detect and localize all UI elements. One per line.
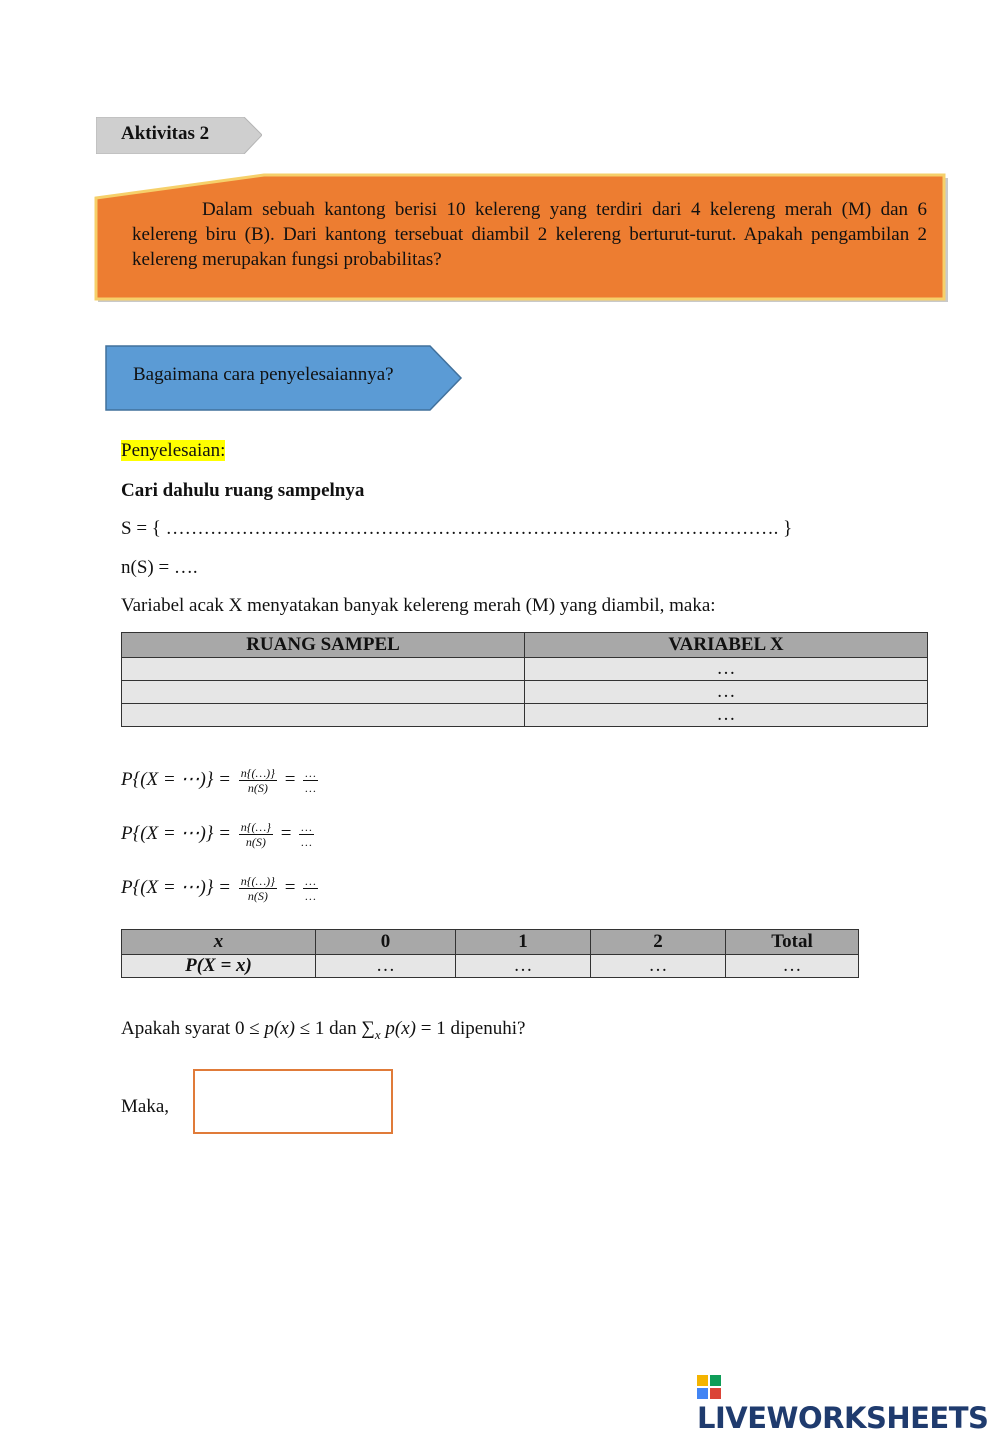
sample-space-field[interactable]: S = { ……………………………………………………………………………………. } <box>121 518 793 539</box>
prob-cell[interactable]: … <box>316 955 456 978</box>
step-heading: Cari dahulu ruang sampelnya <box>121 480 365 501</box>
distribution-table <box>121 929 859 978</box>
howto-text: Bagaimana cara penyelesaiannya? <box>133 364 394 385</box>
probability-equation: P{(X = ⋯)} = $\frac{n\{(\dots)\}}{n(S)}$ = $\frac{\dots}{\dots}$ <box>121 874 316 903</box>
conclusion-label: Maka, <box>121 1096 170 1117</box>
prob-cell[interactable]: … <box>726 955 859 978</box>
liveworksheets-logo <box>697 1375 1000 1435</box>
header-0: 0 <box>316 930 456 955</box>
variable-intro: Variabel acak X menyatakan banyak kelereng merah (M) yang diambil, maka: <box>121 595 716 616</box>
answer-denominator[interactable]: … <box>305 889 316 903</box>
variable-cell[interactable]: … <box>525 658 928 681</box>
sample-cell[interactable] <box>122 704 525 727</box>
conclusion-answer-box[interactable] <box>193 1069 393 1134</box>
table-row <box>122 955 859 978</box>
prob-cell[interactable]: … <box>591 955 726 978</box>
table-row <box>122 704 928 727</box>
answer-numerator[interactable]: … <box>305 766 316 780</box>
header-ruang-sampel: RUANG SAMPEL <box>122 633 525 658</box>
header-1: 1 <box>456 930 591 955</box>
sample-cell[interactable] <box>122 658 525 681</box>
prob-cell[interactable]: … <box>456 955 591 978</box>
activity-label <box>96 117 262 154</box>
logo-icon <box>697 1375 721 1399</box>
problem-box <box>94 172 952 308</box>
table-header-row <box>122 633 928 658</box>
logo-text: LIVEWORKSHEETS <box>697 1401 989 1435</box>
condition-question: Apakah syarat 0 ≤ p(x) ≤ 1 dan $\sum_x$ p(x) = 1 dipenuhi? <box>121 1018 526 1042</box>
variable-cell[interactable]: … <box>525 704 928 727</box>
variable-cell[interactable]: … <box>525 681 928 704</box>
howto-callout <box>105 345 463 412</box>
header-x: x <box>122 930 316 955</box>
answer-numerator[interactable]: … <box>305 874 316 888</box>
table-header-row <box>122 930 859 955</box>
sample-size-field[interactable]: n(S) = …. <box>121 557 198 578</box>
header-total: Total <box>726 930 859 955</box>
answer-denominator[interactable]: … <box>301 835 312 849</box>
header-2: 2 <box>591 930 726 955</box>
problem-text: Dalam sebuah kantong berisi 10 kelereng yang terdiri dari 4 kelereng merah (M) dan 6 kelereng biru (B). Dari kantong tersebuat diambil 2 kelereng berturut-turut. Apakah pengambilan 2 kelereng merupakan fungsi probabilitas? <box>132 199 927 270</box>
header-variabel-x: VARIABEL X <box>525 633 928 658</box>
solution-label: Penyelesaian: <box>121 440 226 461</box>
sample-cell[interactable] <box>122 681 525 704</box>
answer-denominator[interactable]: … <box>305 781 316 795</box>
table-row <box>122 681 928 704</box>
row-label: P(X = x) <box>122 955 316 978</box>
answer-numerator[interactable]: … <box>301 820 312 834</box>
probability-equation: P{(X = ⋯)} = $\frac{n\{(\dots\}}{n(S)}$ = $\frac{\dots}{\dots}$ <box>121 820 312 849</box>
table-row <box>122 658 928 681</box>
activity-title: Aktivitas 2 <box>121 123 210 144</box>
probability-equation: P{(X = ⋯)} = $\frac{n\{(\dots)\}}{n(S)}$ = $\frac{\dots}{\dots}$ <box>121 766 316 795</box>
sample-space-table <box>121 632 928 727</box>
